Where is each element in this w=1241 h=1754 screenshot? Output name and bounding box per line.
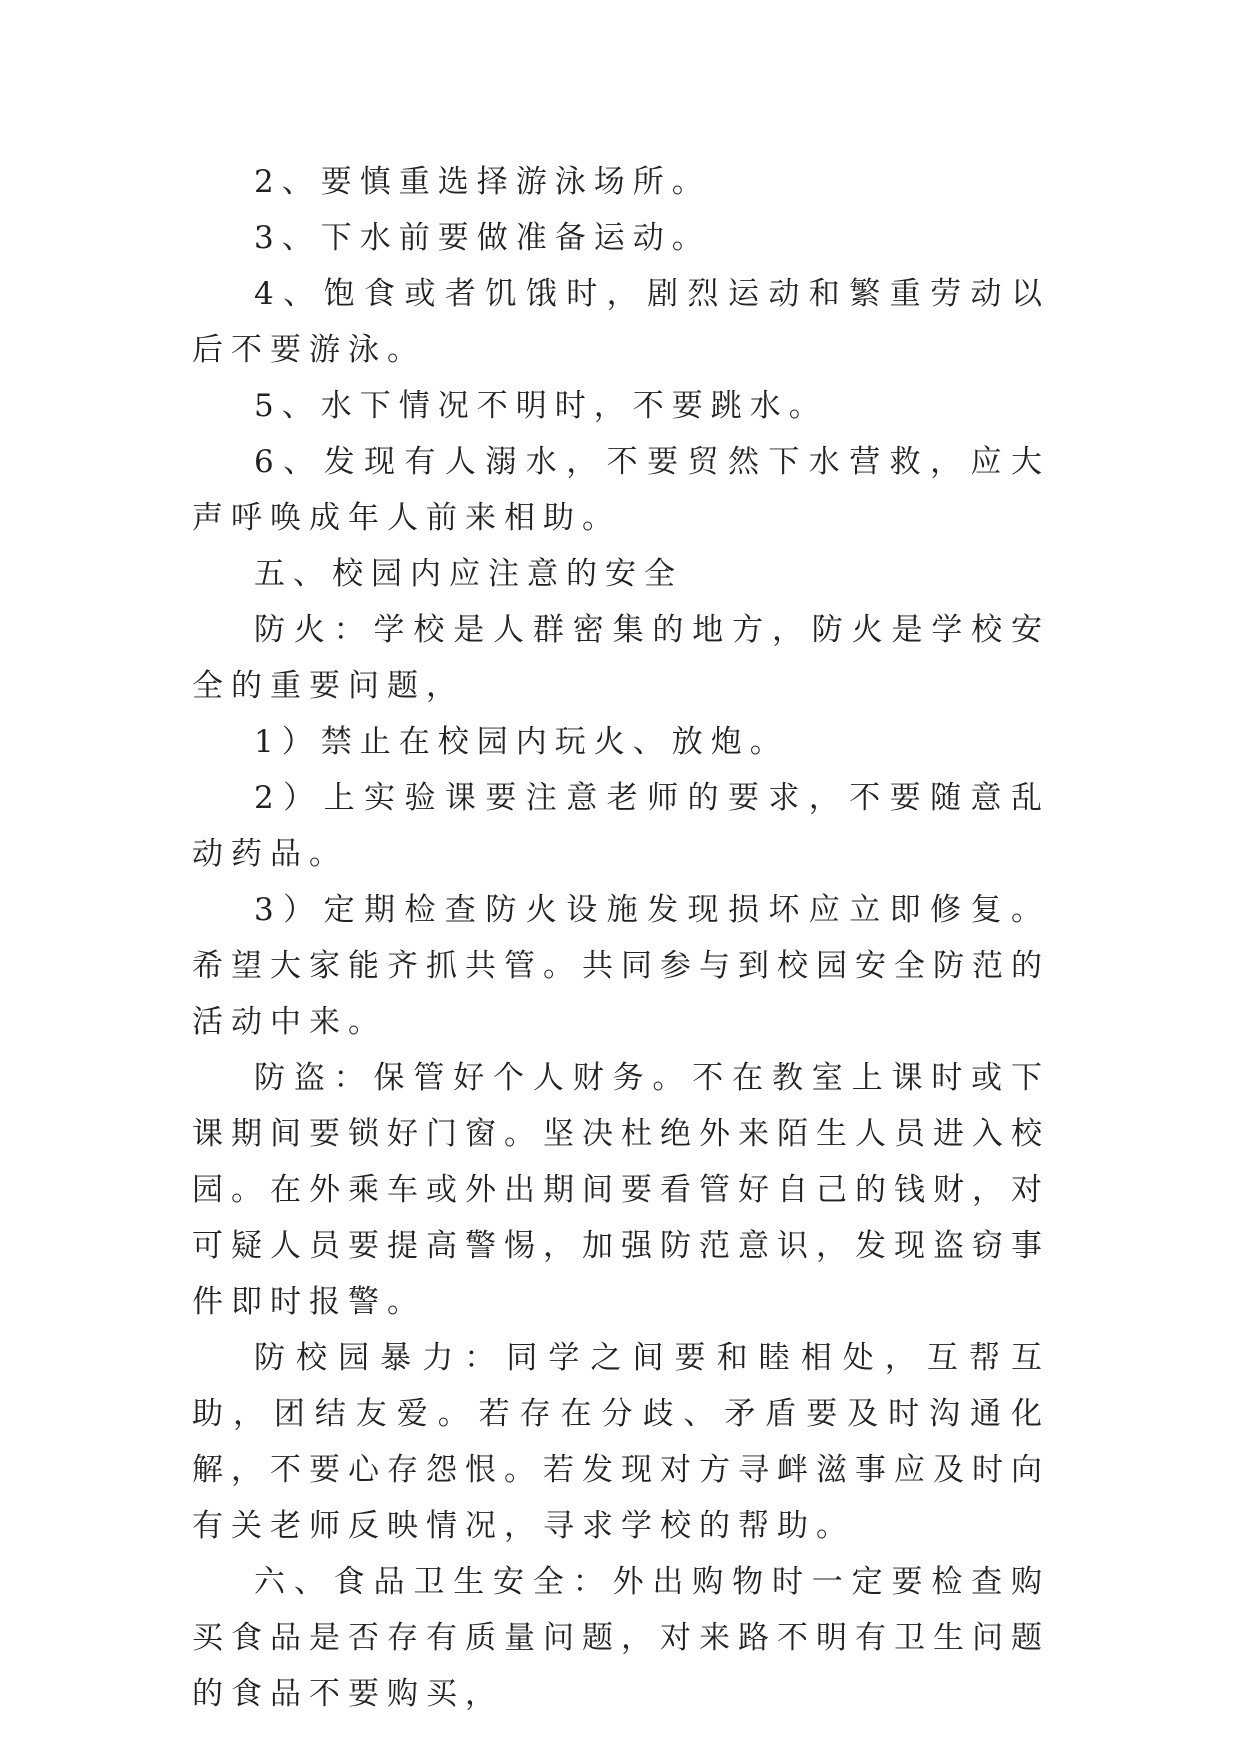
- document-body: [192, 154, 1050, 1722]
- paragraph-item-3-warm-up: 3、下水前要做准备运动。: [254, 220, 711, 256]
- section-heading-campus-safety: 五、校园内应注意的安全: [254, 556, 683, 592]
- paragraph-fire-rule-2: 2）上实验课要注意老师的要求，不要随意乱动药品。: [192, 780, 1050, 872]
- paragraph-fire-rule-1: 1）禁止在校园内玩火、放炮。: [254, 724, 789, 760]
- paragraph-item-2-swimming-venue: 2、要慎重选择游泳场所。: [254, 164, 711, 200]
- paragraph-fire-prevention: 防火：学校是人群密集的地方，防火是学校安全的重要问题，: [192, 612, 1050, 704]
- paragraph-fire-rule-3: 3）定期检查防火设施发现损坏应立即修复。希望大家能齐抓共管。共同参与到校园安全防范的活动中来。: [192, 892, 1050, 1040]
- paragraph-theft-prevention: 防盗：保管好个人财务。不在教室上课时或下课期间要锁好门窗。坚决杜绝外来陌生人员进入校园。在外乘车或外出期间要看管好自己的钱财，对可疑人员要提高警惕，加强防范意识，发现盗窃事件即时报警。: [192, 1060, 1050, 1320]
- paragraph-item-6-drowning-rescue: 6、发现有人溺水，不要贸然下水营救，应大声呼唤成年人前来相助。: [192, 444, 1050, 536]
- paragraph-item-4-no-swim-when-full-or-hungry: 4、饱食或者饥饿时，剧烈运动和繁重劳动以后不要游泳。: [192, 276, 1050, 368]
- paragraph-item-5-no-diving: 5、水下情况不明时，不要跳水。: [254, 388, 828, 424]
- paragraph-campus-violence-prevention: 防校园暴力：同学之间要和睦相处，互帮互助，团结友爱。若存在分歧、矛盾要及时沟通化解，不要心存怨恨。若发现对方寻衅滋事应及时向有关老师反映情况，寻求学校的帮助。: [192, 1340, 1050, 1544]
- paragraph-food-hygiene-safety: 六、食品卫生安全：外出购物时一定要检查购买食品是否存有质量问题，对来路不明有卫生问题的食品不要购买，: [192, 1564, 1050, 1712]
